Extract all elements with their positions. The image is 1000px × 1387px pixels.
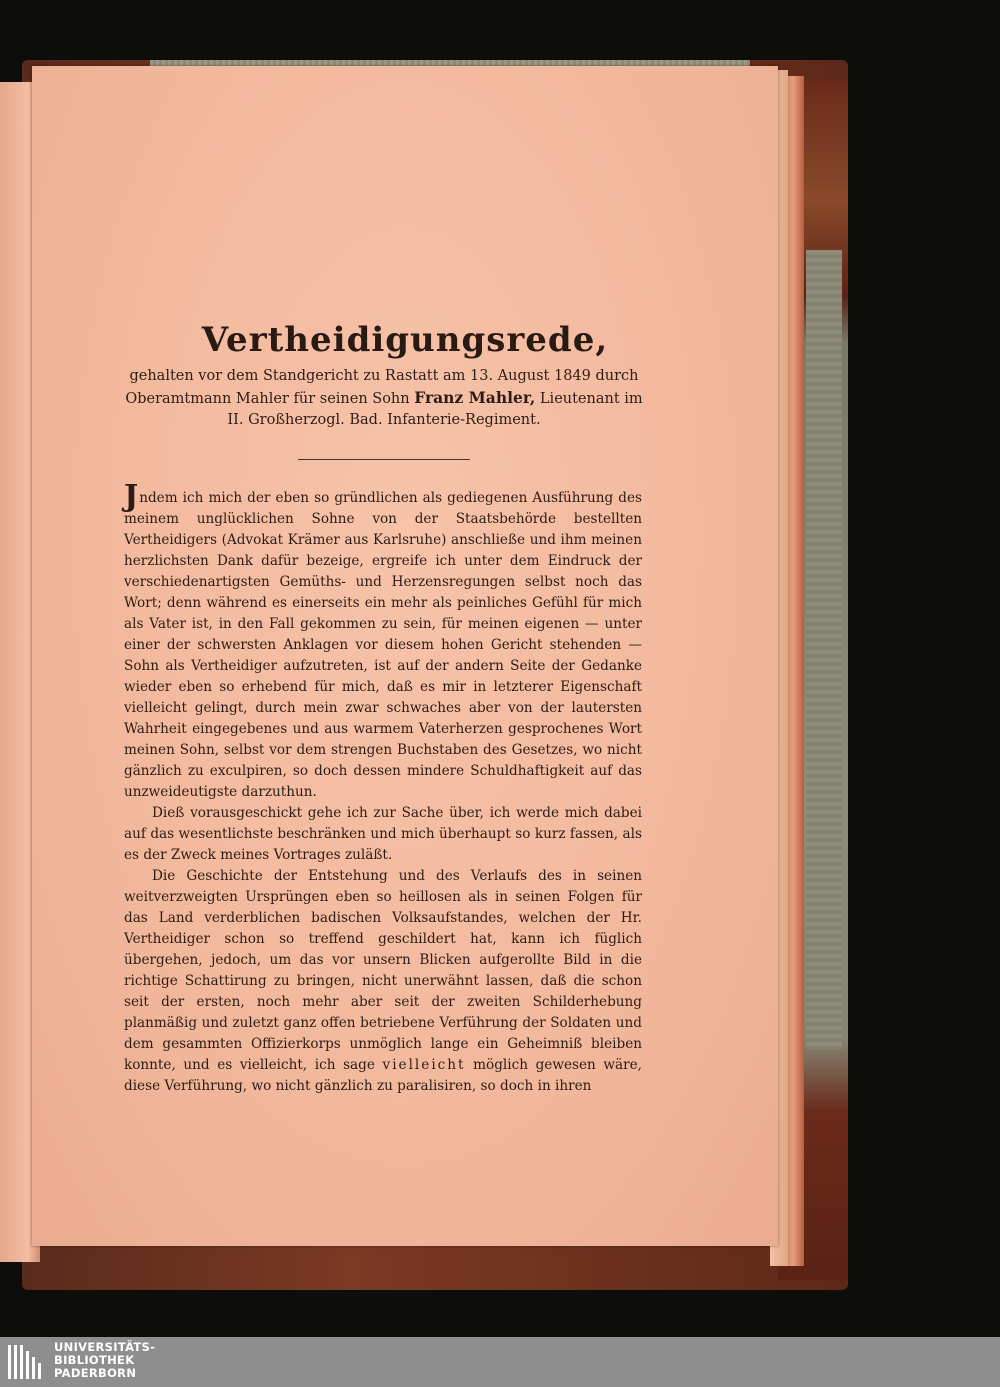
- paragraph-2: Dieß vorausgeschickt gehe ich zur Sache über, ich werde mich dabei auf das wesentlichste beschränken und mich überhaupt so kurz fassen, als es der Zweck meines Vortrages zuläßt.: [124, 805, 642, 863]
- paragraph-3-text-end: möglich gewesen wäre, diese Verführung, wo nicht gänzlich zu paralisiren, so doch in ihren: [124, 1057, 642, 1094]
- library-name-line-2: BIBLIOTHEK: [54, 1353, 135, 1367]
- paragraph-3-emphasis: vielleicht: [382, 1057, 466, 1073]
- subtitle-name: Franz Mahler,: [414, 388, 536, 407]
- page-title: Vertheidigungsrede,: [201, 320, 609, 360]
- paragraph-3-text-start: Die Geschichte der Entstehung und des Verlaufs des in seinen weitverzweigten Ursprüngen eben so heillosen als in seinen Folgen für das Land verderblichen badischen Volksaufstandes, welchen der Hr. Vertheidiger schon so treffend geschildert hat, kann ich füglich übergehen, jedoch, um das vor unsern Blicken aufgerollte Bild in die richtige Schattirung zu bringen, nicht unerwähnt lassen, daß die schon seit der ersten, noch mehr aber seit der zweiten Schilderhebung planmäßig und zuletzt ganz offen betriebene Verführung der Soldaten und dem gesammten Offizierkorps unmöglich lange ein Geheimniß bleiben konnte, und es vielleicht, ich sage: [124, 868, 642, 1073]
- drop-cap: J: [124, 479, 139, 514]
- paragraph-3: [124, 866, 642, 1097]
- library-name: [54, 1341, 155, 1380]
- subtitle-text-end: Lieutenant im II. Großherzogl. Bad. Infanterie-Regiment.: [227, 391, 643, 428]
- library-logo-icon: [6, 1343, 46, 1381]
- page-subtitle: [124, 366, 644, 431]
- paragraph-1-text: ndem ich mich der eben so gründlichen als gediegenen Ausführung des meinem unglücklichen Sohne von der Staatsbehörde bestellten Vertheidigers (Advokat Krämer aus Karlsruhe) anschließe und ihm meinen herzlichsten Dank dafür bezeige, ergreife ich unter dem Eindruck der verschiedenartigsten Gemüths- und Herzensregungen selbst noch das Wort; denn während es einerseits ein mehr als peinliches Gefühl für mich als Vater ist, in den Fall gekommen zu sein, für meinen eigenen — unter einer der schwersten Anklagen vor diesem hohen Gericht stehenden — Sohn als Vertheidiger aufzutreten, ist auf der andern Seite der Gedanke wieder eben so erhebend für mich, daß es mir in letzterer Eigenschaft vielleicht gelingt, durch mein zwar schwaches aber von der lautersten Wahrheit eingegebenes und aus warmem Vaterherzen gesprochenes Wort meinen Sohn, selbst vor dem strengen Buchstaben des Gesetzes, wo nicht gänzlich zu exculpiren, so doch dessen mindere Schuldhaftigkeit auf das unzweideutigste darzuthun.: [124, 490, 642, 800]
- divider-rule: [298, 459, 470, 460]
- book-page: [32, 66, 778, 1246]
- spine-cloth: [806, 250, 842, 1050]
- library-footer: [0, 1337, 1000, 1387]
- library-name-line-3: PADERBORN: [54, 1366, 137, 1380]
- paragraph-1: [124, 479, 642, 803]
- body-text: [124, 479, 642, 1097]
- subtitle-text-start: gehalten vor dem Standgericht zu Rastatt am 13. August 1849 durch Oberamtmann Mahler für seinen Sohn: [125, 368, 639, 407]
- library-name-line-1: UNIVERSITÄTS-: [54, 1340, 156, 1354]
